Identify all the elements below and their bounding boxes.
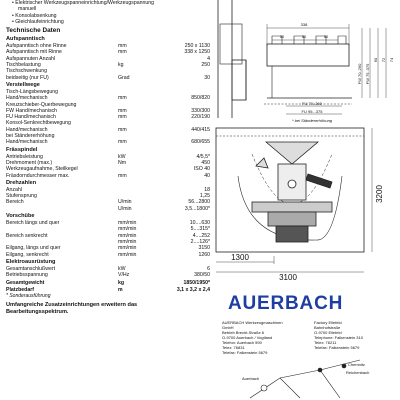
dim-label: 72 — [381, 57, 386, 63]
row-label: Kreuzschieber-Querbewegung — [6, 101, 77, 108]
row-label: beidseitig (nur FU) — [6, 74, 49, 81]
footprint-drawing — [212, 124, 400, 284]
spec-sections — [6, 36, 210, 278]
row-label: Tischbelastung — [6, 62, 41, 69]
option-line: manuell — [18, 6, 37, 13]
row-value: 30 — [204, 74, 210, 81]
row-unit: Grad — [118, 74, 130, 81]
row-label: Hand/mechanisch — [6, 126, 48, 133]
drawing-note: * bei Ständererhöhung — [291, 118, 333, 123]
row-unit: mm — [118, 172, 127, 179]
row-unit: kW — [118, 265, 126, 272]
row-value: 380/50 — [194, 272, 210, 279]
row-label: Fräsdorndurchmesser max. — [6, 172, 70, 179]
dim-label: FW 70..260 — [357, 63, 362, 85]
row-value: 40 — [204, 172, 210, 179]
map-label: Auerbach — [242, 376, 260, 381]
section-heading: Vorschübe — [6, 213, 35, 220]
address-line: O-9700 Ellefeld — [314, 330, 342, 335]
map-label: Chemnitz — [348, 362, 365, 367]
footnote: * Sonderausführung — [6, 292, 51, 299]
dim-label: 338 — [300, 22, 308, 27]
row-value: 4 — [207, 55, 210, 62]
spec-row — [6, 139, 210, 145]
row-label: Eilgang, längs und quer — [6, 245, 61, 252]
row-label: Konsol-Senkrechtbewegung — [6, 120, 71, 127]
row-label: Bereich — [6, 199, 24, 206]
row-label: Antriebsleistung — [6, 153, 43, 160]
dim-width-part: 1300 — [231, 253, 249, 262]
section-heading: Elektroausrüstung — [6, 258, 56, 265]
address-line: Bahnhofstraße — [314, 325, 341, 330]
address-line: Telefax: Falkenstein 5679 — [314, 345, 360, 350]
section-heading: Frässpindel — [6, 146, 38, 153]
dim-label: 74 — [389, 57, 394, 63]
row-value: 680/655 — [191, 139, 210, 146]
address-line: GmbH — [222, 325, 234, 330]
row-unit: U/min — [118, 205, 132, 212]
row-unit: mm — [118, 107, 127, 114]
row-label: Stufensprung — [6, 193, 37, 200]
dim-label: 50 — [323, 34, 329, 39]
row-label: Bereich längs und quer — [6, 220, 60, 227]
bottom-title-line: Umfangreiche Zusatzeinrichtungen erweitern das — [6, 302, 138, 309]
address-line: AUERBACH Werkzeugmaschinen — [222, 320, 283, 325]
spec-row — [6, 272, 210, 278]
row-label: Tischschwenkung — [6, 68, 48, 75]
spec-column — [6, 0, 210, 315]
row-label: Gesamtgewicht — [6, 280, 45, 287]
section-heading: Verstellwege — [6, 81, 40, 88]
row-label: Aufspannuten Anzahl — [6, 55, 56, 62]
row-unit: mm/min — [118, 226, 137, 233]
row-label: Betriebsspannung — [6, 272, 48, 279]
row-unit: U/min — [118, 199, 132, 206]
row-value: 220/190 — [191, 114, 210, 121]
map-label: Reichenbach — [346, 370, 370, 375]
row-value: 56...2800 — [188, 199, 210, 206]
row-value: 1260 — [198, 251, 210, 258]
row-unit: mm — [118, 43, 127, 50]
spec-row — [6, 252, 210, 258]
address-line: Telex: 76211 — [314, 340, 337, 345]
row-value: 250 x 1130 — [184, 43, 210, 50]
row-unit: mm/min — [118, 245, 137, 252]
address-line: Betrieb Brecht-Straße 6 — [222, 330, 265, 335]
row-label — [6, 206, 118, 212]
dim-label: FU 70..260 — [302, 101, 322, 106]
row-value: 450 — [201, 159, 210, 166]
row-unit: mm/min — [118, 251, 137, 258]
row-unit: mm/min — [118, 238, 137, 245]
row-value: 1,25 — [199, 193, 210, 200]
address-line: Telex: 76831 — [222, 345, 245, 350]
row-label: Platzbedarf — [6, 286, 34, 293]
row-label: Hand/mechanisch — [6, 95, 48, 102]
row-unit: mm — [118, 126, 127, 133]
row-label: bei Ständererhöhung — [6, 133, 55, 140]
spec-row — [6, 206, 210, 212]
dim-label: FW 75..375 — [365, 63, 370, 85]
row-unit: mm/min — [118, 220, 137, 227]
row-value: 6 — [207, 265, 210, 272]
dim-label: 50 — [279, 34, 285, 39]
address-left — [222, 320, 283, 355]
row-label: FU Hand/mechanisch — [6, 114, 56, 121]
row-label: Gesamtanschlußwert — [6, 265, 56, 272]
row-value: 2....126* — [190, 238, 210, 245]
row-unit: mm/min — [118, 232, 137, 239]
row-unit: kg — [118, 62, 124, 69]
option-line: • Konsolabsenkung — [12, 13, 210, 19]
row-value: 250 — [201, 62, 210, 69]
row-value: 3,1 x 3,2 x 2,4 — [176, 286, 210, 293]
row-value: 1850/1950* — [183, 280, 210, 287]
company-logo: AUERBACH — [228, 293, 344, 314]
row-label: Aufspanntisch mit Rinne — [6, 49, 62, 56]
address-line: Telefax: Falkenstein 5679 — [222, 350, 268, 355]
spec-row — [6, 173, 210, 179]
row-label: Werkzeugaufnahme, Steilkegel — [6, 166, 78, 173]
row-value: 5....315* — [190, 226, 210, 233]
row-label: Anzahl — [6, 186, 22, 193]
spec-row — [6, 75, 210, 81]
row-unit: kW — [118, 153, 126, 160]
row-label: Hand/mechanisch — [6, 139, 48, 146]
spec-title: Technische Daten — [6, 27, 61, 35]
table-section-drawing — [212, 0, 400, 125]
location-map — [240, 358, 390, 400]
row-unit: kg — [118, 280, 125, 287]
row-value: 440/415 — [191, 126, 210, 133]
section-heading: Drehzahlen — [6, 179, 37, 186]
dim-label: FU 95...375 — [301, 109, 323, 114]
row-value: 330/300 — [191, 107, 210, 114]
dim-depth: 3200 — [375, 185, 384, 203]
row-value: 18 — [204, 186, 210, 193]
row-label: Drehmoment (max.) — [6, 159, 53, 166]
row-label: Tisch-Längsbewegung — [6, 88, 59, 95]
address-right — [314, 320, 363, 350]
row-unit: mm — [118, 139, 127, 146]
section-heading: Aufspanntisch — [6, 36, 45, 43]
dim-label: 60 — [373, 57, 378, 63]
row-label: Aufspanntisch ohne Rinne — [6, 43, 67, 50]
bottom-title — [6, 302, 210, 315]
option-line: • Gleichlaufeinrichtung — [12, 19, 210, 25]
row-label: FW Hand/mechanisch — [6, 107, 58, 114]
row-unit: mm — [118, 95, 127, 102]
dim-label: 50 — [301, 34, 307, 39]
row-value: 4....252 — [192, 232, 210, 239]
option-line: • Elektrischer Werkzeugspanneinrichtung/Werkzeugspannung — [12, 0, 210, 6]
row-label: Bereich senkrecht — [6, 232, 48, 239]
bottom-title-line: Bearbeitungsspektrum. — [6, 308, 69, 315]
dim-width-total: 3100 — [279, 273, 297, 282]
address-line: Factory Ellefeld — [314, 320, 342, 325]
row-value: 10....630 — [189, 220, 210, 227]
row-value: ISO 40 — [193, 166, 210, 173]
row-unit: Nm — [118, 159, 127, 166]
row-value: 338 x 1250 — [184, 49, 210, 56]
address-line: Telefon: Auerbach 590 — [222, 340, 262, 345]
row-value: 4/5,5* — [196, 153, 210, 160]
row-label: Eilgang, senkrecht — [6, 251, 49, 258]
address-line: O-9700 Auerbach / Vogtland — [222, 335, 273, 340]
row-unit: V/Hz — [118, 272, 130, 279]
row-unit: mm — [118, 114, 127, 121]
address-line: Telephone: Falkenstein 310 — [314, 335, 363, 340]
row-value: 850/820 — [191, 95, 210, 102]
top-options — [6, 0, 210, 25]
row-value: 3150 — [198, 245, 210, 252]
row-unit: m — [118, 286, 123, 293]
row-value: 3,5...1800* — [184, 205, 210, 212]
row-unit: mm — [118, 49, 127, 56]
